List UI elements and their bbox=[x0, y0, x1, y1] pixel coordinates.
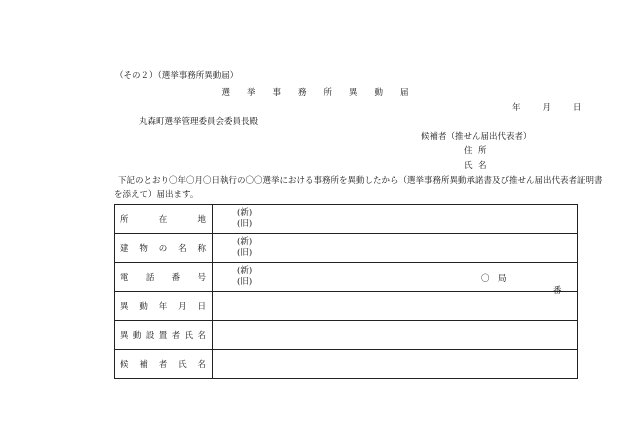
label-char: 建 bbox=[120, 244, 129, 254]
label-char: 所 bbox=[120, 215, 129, 225]
spaced-label bbox=[115, 300, 212, 312]
label-char: 設 bbox=[145, 331, 155, 341]
label-char: 年 bbox=[158, 302, 168, 312]
row-label-phone bbox=[115, 263, 213, 292]
new-old-marks bbox=[213, 237, 577, 259]
label-char: 異 bbox=[120, 331, 129, 341]
notification-table bbox=[114, 204, 578, 379]
label-char: 氏 bbox=[184, 331, 194, 341]
table-row bbox=[115, 350, 578, 379]
row-label-location bbox=[115, 205, 213, 234]
candidate-label: 候補者（推せん届出代表者） bbox=[421, 132, 532, 142]
exchange-label: 〇 局 bbox=[481, 274, 507, 284]
label-char: 置 bbox=[158, 331, 168, 341]
label-char: 番 bbox=[171, 273, 181, 283]
label-char: 補 bbox=[139, 360, 148, 370]
label-char: 話 bbox=[145, 273, 155, 283]
name-label-char: 氏 bbox=[464, 161, 473, 171]
location-field[interactable] bbox=[213, 205, 578, 234]
name-label-char: 名 bbox=[478, 161, 487, 171]
row-label-building-name bbox=[115, 234, 213, 263]
label-char: 月 bbox=[178, 302, 187, 312]
label-char: 名 bbox=[178, 244, 187, 254]
label-char: 称 bbox=[197, 244, 206, 254]
new-mark: (新) bbox=[237, 208, 253, 218]
addressee: 丸森町選挙管理委員会委員長殿 bbox=[139, 117, 259, 127]
form-subtitle: （その２）（選挙事務所異動届） bbox=[115, 71, 239, 81]
date-day: 日 bbox=[573, 103, 582, 113]
new-mark: (新) bbox=[237, 237, 253, 247]
address-label bbox=[464, 144, 492, 156]
label-char: 在 bbox=[158, 215, 168, 225]
new-old-marks bbox=[213, 208, 577, 230]
label-char: 氏 bbox=[178, 360, 187, 370]
body-text-line-2: を添えて）届出ます。 bbox=[114, 190, 199, 200]
label-char: 名 bbox=[197, 360, 206, 370]
spaced-label bbox=[115, 242, 212, 254]
spaced-label bbox=[115, 271, 212, 283]
candidate-name-field[interactable] bbox=[213, 350, 578, 379]
date-year: 年 bbox=[512, 103, 521, 113]
row-label-setter-name bbox=[115, 321, 213, 350]
phone-exchange bbox=[481, 272, 577, 296]
label-char: 日 bbox=[197, 302, 206, 312]
spaced-label bbox=[115, 358, 212, 370]
label-char: 動 bbox=[139, 302, 148, 312]
label-char: 名 bbox=[197, 331, 206, 341]
label-char: 異 bbox=[120, 302, 129, 312]
old-mark: (旧) bbox=[237, 248, 253, 258]
label-char: 電 bbox=[120, 273, 129, 283]
spaced-label bbox=[115, 329, 212, 341]
row-label-move-date bbox=[115, 292, 213, 321]
table-row bbox=[115, 321, 578, 350]
table-row bbox=[115, 234, 578, 263]
table-row bbox=[115, 205, 578, 234]
new-mark: (新) bbox=[237, 266, 253, 276]
date-month: 月 bbox=[542, 103, 552, 113]
address-label-char: 所 bbox=[478, 146, 487, 156]
label-char: 者 bbox=[171, 331, 181, 341]
label-char: 物 bbox=[139, 244, 148, 254]
date-line bbox=[508, 101, 600, 113]
label-char: 動 bbox=[132, 331, 142, 341]
label-char: の bbox=[158, 244, 168, 254]
form-title: 選挙事務所異動届 bbox=[221, 88, 426, 98]
old-mark: (旧) bbox=[237, 277, 253, 287]
spaced-label bbox=[115, 213, 212, 225]
name-label bbox=[464, 159, 492, 171]
label-char: 者 bbox=[158, 360, 168, 370]
row-label-candidate-name bbox=[115, 350, 213, 379]
label-char: 地 bbox=[197, 215, 206, 225]
building-name-field[interactable] bbox=[213, 234, 578, 263]
label-char: 候 bbox=[120, 360, 129, 370]
label-char: 号 bbox=[197, 273, 206, 283]
number-label: 番 bbox=[553, 286, 562, 296]
phone-field[interactable] bbox=[213, 263, 578, 296]
setter-name-field[interactable] bbox=[213, 321, 578, 350]
table-row bbox=[115, 263, 578, 292]
body-text-line-1: 下記のとおり〇年〇月〇日執行の〇〇選挙における事務所を異動したから（選挙事務所異動承諾書及び推せん届出代表者証明書 bbox=[118, 176, 603, 186]
address-label-char: 住 bbox=[464, 146, 473, 156]
old-mark: (旧) bbox=[237, 219, 253, 229]
